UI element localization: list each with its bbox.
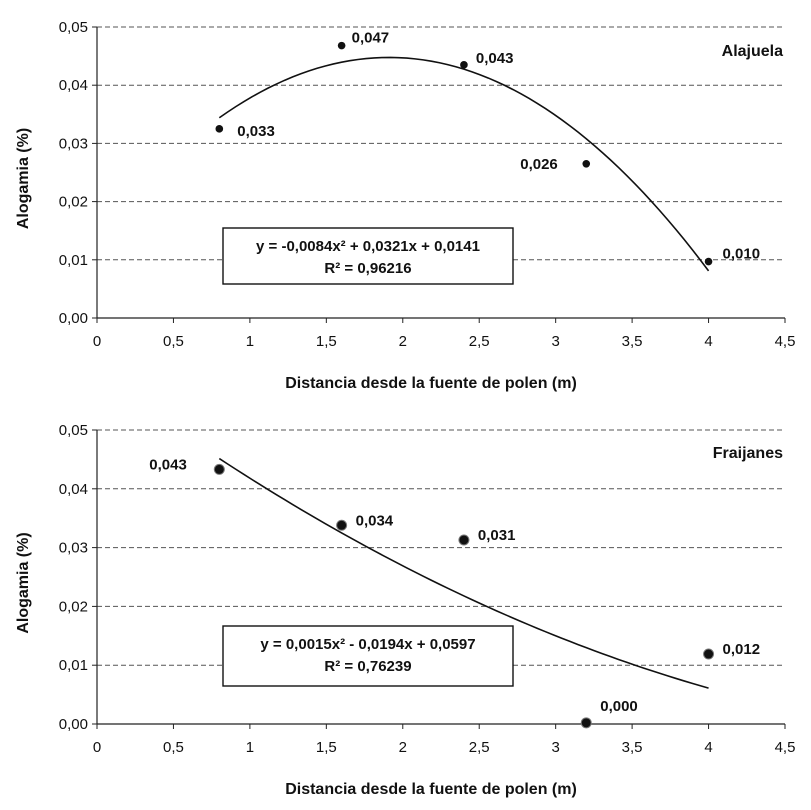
x-tick-label: 2: [398, 739, 407, 756]
equation-box: [223, 626, 513, 686]
site-title: Fraijanes: [712, 445, 783, 462]
data-label: 0,000: [600, 697, 638, 715]
y-tick-label: 0,03: [58, 135, 88, 153]
x-tick-label: 2,5: [468, 739, 490, 756]
x-tick-label: 4,5: [774, 333, 796, 350]
x-tick-label: 2: [398, 333, 407, 350]
y-tick-label: 0,05: [58, 19, 88, 36]
data-point: [704, 649, 714, 659]
data-point: [582, 160, 590, 168]
data-label: 0,043: [149, 456, 187, 474]
x-axis-label: Distancia desde la fuente de polen (m): [285, 781, 577, 798]
r-squared-text: R² = 0,76239: [324, 658, 412, 675]
data-point: [705, 258, 713, 266]
x-tick-label: 0,5: [163, 739, 184, 756]
x-tick-label: 3: [551, 333, 560, 350]
x-tick-label: 1: [245, 333, 255, 350]
x-tick-label: 0: [92, 739, 102, 756]
data-label: 0,033: [237, 122, 275, 140]
r-squared-text: R² = 0,96216: [324, 260, 412, 277]
chart-panel-fraijanes: [15, 422, 795, 798]
x-tick-label: 1: [245, 739, 255, 756]
y-tick-label: 0,04: [58, 77, 88, 95]
x-tick-label: 3,5: [621, 739, 643, 756]
chart-panel-alajuela: [15, 19, 795, 392]
data-point: [338, 42, 346, 50]
data-point: [460, 61, 468, 69]
y-tick-label: 0,00: [58, 716, 88, 733]
equation-text: y = 0,0015x² - 0,0194x + 0,0597: [260, 636, 476, 653]
y-tick-label: 0,00: [58, 310, 88, 327]
data-label: 0,010: [722, 245, 761, 263]
y-tick-label: 0,04: [58, 480, 88, 498]
data-point: [581, 718, 591, 728]
y-tick-label: 0,02: [58, 193, 88, 211]
x-tick-label: 2,5: [468, 333, 490, 350]
data-point: [459, 535, 469, 545]
x-axis-label: Distancia desde la fuente de polen (m): [285, 375, 577, 392]
data-label: 0,034: [355, 512, 394, 530]
data-label: 0,031: [477, 526, 516, 544]
y-tick-label: 0,01: [58, 251, 88, 269]
y-tick-label: 0,03: [58, 539, 88, 557]
y-axis-label: Alogamia (%): [15, 127, 32, 230]
data-label: 0,026: [520, 155, 558, 173]
x-tick-label: 0: [92, 333, 102, 350]
data-point: [337, 520, 347, 530]
x-tick-label: 4: [704, 739, 713, 756]
x-tick-label: 0,5: [163, 333, 184, 350]
site-title: Alajuela: [721, 43, 783, 60]
y-axis-label: Alogamia (%): [15, 532, 32, 634]
x-tick-label: 1,5: [315, 739, 337, 756]
data-label: 0,012: [722, 641, 761, 659]
x-tick-label: 3,5: [621, 333, 643, 350]
x-tick-label: 4: [704, 333, 713, 350]
x-tick-label: 3: [551, 739, 560, 756]
y-tick-label: 0,01: [58, 657, 88, 675]
data-label: 0,047: [351, 29, 390, 47]
data-label: 0,043: [475, 49, 514, 67]
y-tick-label: 0,02: [58, 598, 88, 616]
x-tick-label: 4,5: [774, 739, 796, 756]
y-tick-label: 0,05: [58, 422, 88, 439]
equation-text: y = -0,0084x² + 0,0321x + 0,0141: [256, 238, 480, 255]
data-point: [214, 464, 224, 474]
x-tick-label: 1,5: [315, 333, 337, 350]
data-point: [216, 125, 224, 133]
